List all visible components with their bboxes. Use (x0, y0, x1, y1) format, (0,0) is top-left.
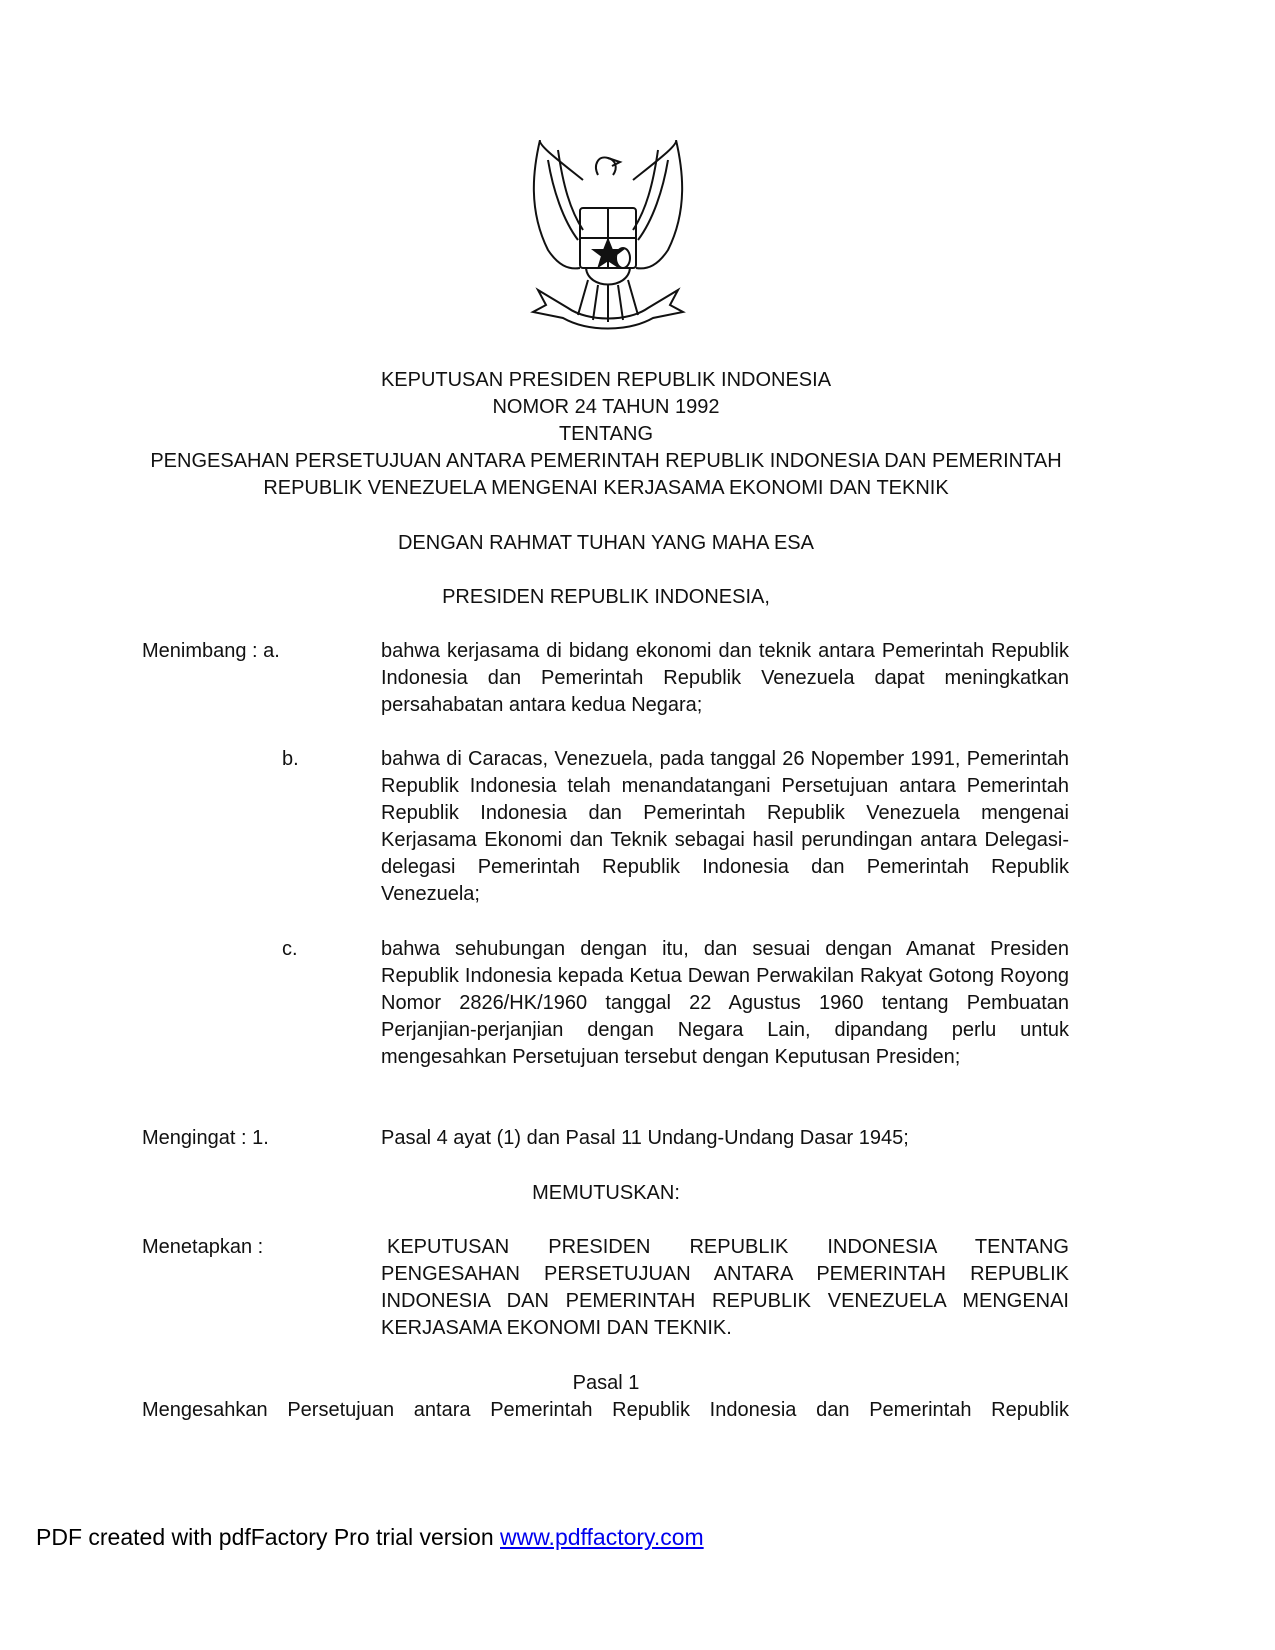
document-title (0, 367, 1212, 502)
menimbang-letter-c: c. (282, 938, 298, 960)
menimbang-letter-b: b. (282, 748, 299, 770)
pasal-1-text: Mengesahkan Persetujuan antara Pemerintah Republik Indonesia dan Pemerintah Republik (142, 1399, 1069, 1421)
title-line: PENGESAHAN PERSETUJUAN ANTARA PEMERINTAH REPUBLIK INDONESIA DAN PEMERINTAH (150, 450, 1062, 472)
garuda-emblem-icon (528, 140, 688, 342)
footer-text: PDF created with pdfFactory Pro trial version (36, 1524, 500, 1550)
mengingat-item-1: Pasal 4 ayat (1) dan Pasal 11 Undang-Undang Dasar 1945; (381, 1127, 909, 1149)
pasal-1-heading: Pasal 1 (572, 1372, 640, 1394)
title-line: REPUBLIK VENEZUELA MENGENAI KERJASAMA EKONOMI DAN TEKNIK (263, 477, 949, 499)
menimbang-item-b: bahwa di Caracas, Venezuela, pada tanggal 26 Nopember 1991, Pemerintah Republik Indonesia telah menandatangani Persetujuan antara Pemerintah Republik Indonesia dan Pemerintah Republik Venezuela mengenai Kerjasama Ekonomi dan Teknik sebagai hasil perundingan antara Delegasi-delegasi Pemerintah Republik Indonesia dan Pemerintah Republik Venezuela; (381, 748, 1069, 905)
pdf-footer (36, 1522, 704, 1552)
menetapkan-label: Menetapkan : (142, 1236, 264, 1258)
title-line: NOMOR 24 TAHUN 1992 (492, 396, 720, 418)
menimbang-item-a: bahwa kerjasama di bidang ekonomi dan teknik antara Pemerintah Republik Indonesia dan Pemerintah Republik Venezuela dapat meningkatkan persahabatan antara kedua Negara; (381, 640, 1069, 716)
title-line: TENTANG (558, 423, 654, 445)
pdffactory-link[interactable]: www.pdffactory.com (500, 1524, 704, 1550)
menimbang-item-c: bahwa sehubungan dengan itu, dan sesuai dengan Amanat Presiden Republik Indonesia kepada Ketua Dewan Perwakilan Rakyat Gotong Royong Nomor 2826/HK/1960 tanggal 22 Agustus 1960 tentang Pembuatan Perjanjian-perjanjian dengan Negara Lain, dipandang perlu untuk mengesahkan Persetujuan tersebut dengan Keputusan Presiden; (381, 938, 1069, 1068)
mengingat-label: Mengingat : 1. (142, 1127, 269, 1149)
menimbang-label: Menimbang : a. (142, 640, 280, 662)
president-heading: PRESIDEN REPUBLIK INDONESIA, (442, 586, 770, 608)
menetapkan-text: KEPUTUSAN PRESIDEN REPUBLIK INDONESIA TENTANG PENGESAHAN PERSETUJUAN ANTARA PEMERINTAH REPUBLIK INDONESIA DAN PEMERINTAH REPUBLIK VENEZUELA MENGENAI KERJASAMA EKONOMI DAN TEKNIK. (381, 1236, 1069, 1339)
invocation: DENGAN RAHMAT TUHAN YANG MAHA ESA (397, 532, 814, 554)
memutuskan-heading: MEMUTUSKAN: (532, 1182, 680, 1204)
title-line: KEPUTUSAN PRESIDEN REPUBLIK INDONESIA (380, 369, 832, 391)
